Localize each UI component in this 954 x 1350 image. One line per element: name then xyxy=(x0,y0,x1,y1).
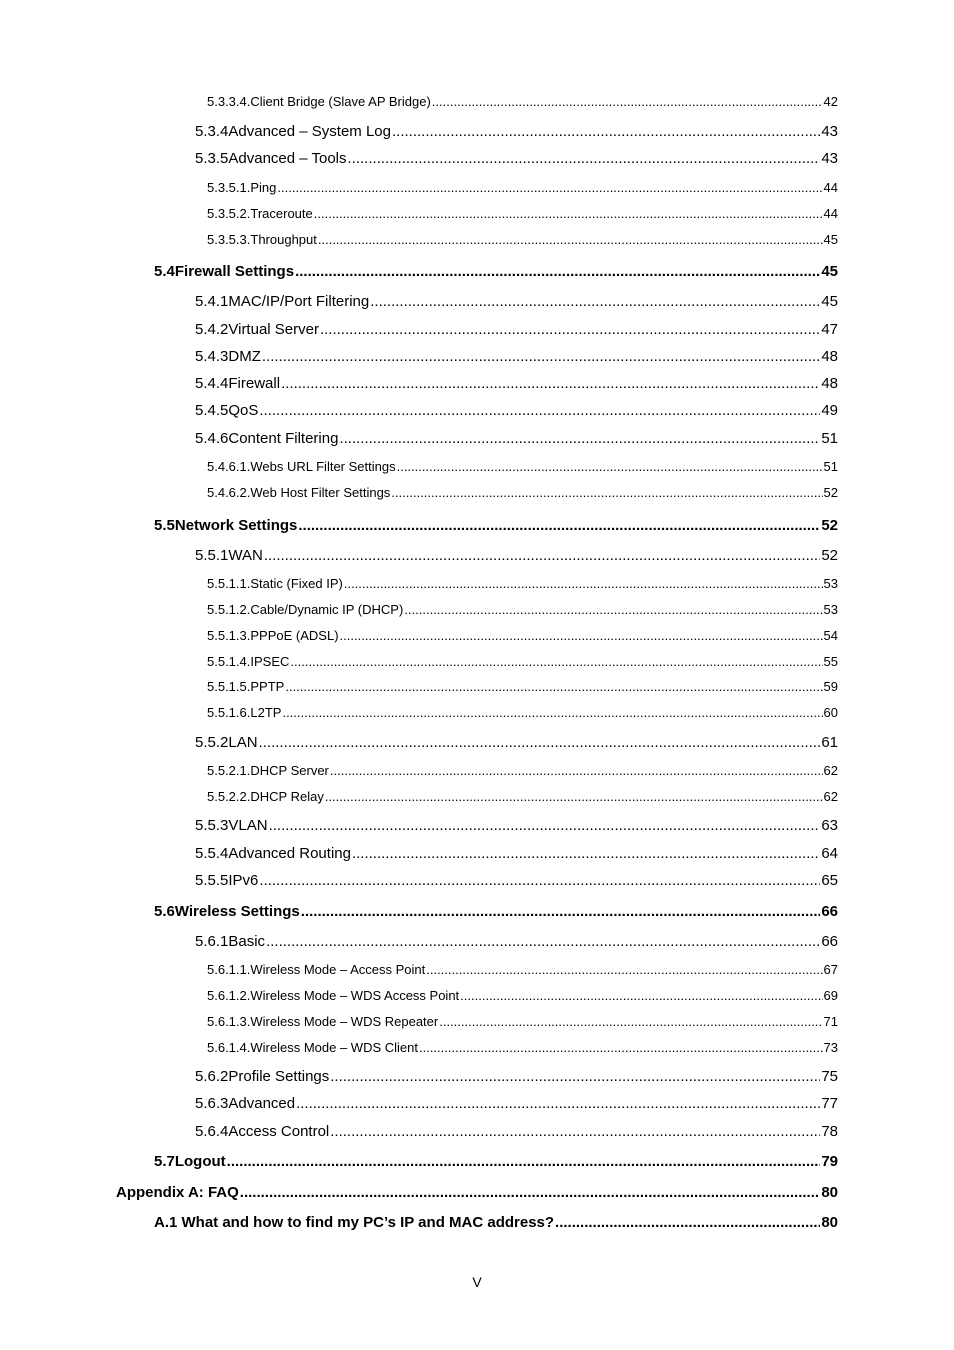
toc-entry[interactable] xyxy=(195,547,838,564)
dot-leader xyxy=(269,817,821,834)
toc-entry[interactable] xyxy=(207,180,838,195)
toc-entry-number: 5.5 xyxy=(154,517,175,534)
toc-entry-number: 5.5.2.2. xyxy=(207,789,251,804)
dot-leader xyxy=(264,547,820,564)
dot-leader xyxy=(432,94,823,109)
toc-entry-number: 5.4.5 xyxy=(195,402,229,419)
toc-entry-number: 5.6.3 xyxy=(195,1095,229,1112)
toc-entry-page: 71 xyxy=(823,1014,838,1029)
dot-leader xyxy=(348,150,821,167)
toc-entry-page: 43 xyxy=(821,123,838,140)
toc-entry-number: 5.5.2.1. xyxy=(207,763,251,778)
dot-leader xyxy=(320,321,820,338)
toc-entry-title: Firewall xyxy=(228,375,281,392)
dot-leader xyxy=(370,293,820,310)
toc-entry-title: Traceroute xyxy=(250,206,313,221)
toc-entry-title: DHCP Server xyxy=(250,763,329,778)
toc-entry[interactable] xyxy=(195,933,838,950)
toc-entry-title: VLAN xyxy=(228,817,268,834)
toc-entry-title: Throughput xyxy=(250,232,317,247)
toc-entry[interactable] xyxy=(207,679,838,694)
toc-entry[interactable] xyxy=(195,123,838,140)
toc-entry[interactable] xyxy=(207,576,838,591)
toc-entry-number: 5.5.1.3. xyxy=(207,628,251,643)
toc-entry-title: Basic xyxy=(228,933,266,950)
toc-entry-title: Virtual Server xyxy=(228,321,319,338)
toc-entry-page: 51 xyxy=(821,430,838,447)
dot-leader xyxy=(339,430,820,447)
toc-entry-page: 62 xyxy=(823,763,838,778)
toc-entry[interactable] xyxy=(207,459,838,474)
toc-entry-number: 5.3.5.2. xyxy=(207,206,251,221)
toc-entry-page: 49 xyxy=(821,402,838,419)
toc-entry[interactable] xyxy=(207,763,838,778)
dot-leader xyxy=(298,517,820,534)
toc-entry[interactable] xyxy=(207,789,838,804)
toc-entry-title: Logout xyxy=(174,1153,226,1170)
toc-entry-title: IPv6 xyxy=(228,872,259,889)
toc-entry-number: 5.3.4 xyxy=(195,123,229,140)
toc-entry-page: 44 xyxy=(823,180,838,195)
toc-entry-title: Advanced – System Log xyxy=(228,123,391,140)
toc-entry-page: 43 xyxy=(821,150,838,167)
toc-entry-page: 79 xyxy=(821,1153,838,1170)
toc-entry-page: 80 xyxy=(821,1184,838,1201)
toc-entry[interactable] xyxy=(195,348,838,365)
toc-entry-number: 5.3.5.1. xyxy=(207,180,251,195)
toc-entry-number: 5.6.1.1. xyxy=(207,962,251,977)
toc-entry-number: 5.3.5.3. xyxy=(207,232,251,247)
toc-entry-page: 64 xyxy=(821,845,838,862)
toc-entry-page: 75 xyxy=(821,1068,838,1085)
toc-entry-number: 5.5.1 xyxy=(195,547,229,564)
toc-entry-number: 5.6.2 xyxy=(195,1068,229,1085)
dot-leader xyxy=(282,705,822,720)
toc-entry-title: A.1 What and how to find my PC’s IP and MAC address? xyxy=(154,1214,555,1231)
toc-entry[interactable] xyxy=(207,232,838,247)
toc-entry-title: Access Control xyxy=(228,1123,330,1140)
toc-entry[interactable] xyxy=(207,654,838,669)
dot-leader xyxy=(285,679,822,694)
toc-entry-page: 80 xyxy=(821,1214,838,1231)
toc-entry-title: Wireless Mode – WDS Access Point xyxy=(250,988,460,1003)
dot-leader xyxy=(318,232,823,247)
toc-entry[interactable] xyxy=(207,485,838,500)
toc-entry-title: MAC/IP/Port Filtering xyxy=(228,293,370,310)
toc-entry-number: 5.4.6.1. xyxy=(207,459,251,474)
toc-entry[interactable] xyxy=(195,734,838,751)
toc-entry[interactable] xyxy=(195,293,838,310)
toc-entry-page: 77 xyxy=(821,1095,838,1112)
toc-entry[interactable] xyxy=(207,962,838,977)
toc-entry-number: 5.6.4 xyxy=(195,1123,229,1140)
toc-entry-title: DHCP Relay xyxy=(250,789,324,804)
toc-entry[interactable] xyxy=(195,1095,838,1112)
toc-entry-page: 52 xyxy=(821,517,838,534)
toc-entry-number: 5.4 xyxy=(154,263,175,280)
dot-leader xyxy=(330,1123,820,1140)
dot-leader xyxy=(240,1184,821,1201)
dot-leader xyxy=(296,1095,820,1112)
dot-leader xyxy=(259,402,820,419)
toc-entry[interactable] xyxy=(154,1214,838,1231)
dot-leader xyxy=(392,123,820,140)
toc-entry-title: IPSEC xyxy=(250,654,290,669)
toc-entry-title: L2TP xyxy=(250,705,282,720)
toc-entry-number: 5.4.6.2. xyxy=(207,485,251,500)
dot-leader xyxy=(227,1153,821,1170)
toc-entry[interactable] xyxy=(195,872,838,889)
toc-entry-title: Profile Settings xyxy=(228,1068,330,1085)
dot-leader xyxy=(262,348,820,365)
dot-leader xyxy=(352,845,820,862)
toc-entry-page: 78 xyxy=(821,1123,838,1140)
toc-entry-number: 5.5.1.6. xyxy=(207,705,251,720)
dot-leader xyxy=(330,1068,820,1085)
dot-leader xyxy=(290,654,822,669)
toc-entry-page: 52 xyxy=(821,547,838,564)
dot-leader xyxy=(391,485,822,500)
toc-entry[interactable] xyxy=(154,903,838,920)
toc-entry-page: 62 xyxy=(823,789,838,804)
toc-entry-number: 5.6.1.4. xyxy=(207,1040,251,1055)
toc-entry[interactable] xyxy=(207,988,838,1003)
dot-leader xyxy=(266,933,820,950)
toc-entry-page: 60 xyxy=(823,705,838,720)
toc-entry-title: Webs URL Filter Settings xyxy=(250,459,396,474)
dot-leader xyxy=(426,962,822,977)
dot-leader xyxy=(460,988,822,1003)
toc-entry-title: PPPoE (ADSL) xyxy=(250,628,339,643)
toc-entry-page: 42 xyxy=(823,94,838,109)
toc-entry-number: 5.3.5 xyxy=(195,150,229,167)
toc-entry-page: 61 xyxy=(821,734,838,751)
toc-entry-page: 45 xyxy=(821,263,838,280)
toc-entry-title: Web Host Filter Settings xyxy=(250,485,391,500)
toc-entry[interactable] xyxy=(154,263,838,280)
toc-entry-number: 5.5.4 xyxy=(195,845,229,862)
toc-entry-page: 48 xyxy=(821,348,838,365)
toc-entry-number: 5.5.5 xyxy=(195,872,229,889)
toc-entry-number: 5.3.3.4. xyxy=(207,94,251,109)
toc-entry-number: 5.6.1.2. xyxy=(207,988,251,1003)
toc-entry-title: Appendix A: FAQ xyxy=(116,1184,239,1201)
toc-entry-page: 55 xyxy=(823,654,838,669)
toc-entry-title: QoS xyxy=(228,402,259,419)
toc-entry-page: 45 xyxy=(821,293,838,310)
toc-entry-title: WAN xyxy=(228,547,263,564)
toc-entry[interactable] xyxy=(195,1068,838,1085)
toc-entry-title: Content Filtering xyxy=(228,430,339,447)
toc-entry[interactable] xyxy=(207,1014,838,1029)
toc-entry-title: Wireless Settings xyxy=(174,903,300,920)
dot-leader xyxy=(281,375,820,392)
toc-entry-page: 69 xyxy=(823,988,838,1003)
toc-entry-number: 5.5.2 xyxy=(195,734,229,751)
toc-entry-page: 63 xyxy=(821,817,838,834)
toc-entry-page: 54 xyxy=(823,628,838,643)
toc-entry-number: 5.4.2 xyxy=(195,321,229,338)
toc-entry-number: 5.5.1.1. xyxy=(207,576,251,591)
toc-entry-page: 73 xyxy=(823,1040,838,1055)
toc-entry[interactable] xyxy=(207,705,838,720)
toc-entry-title: Wireless Mode – WDS Repeater xyxy=(250,1014,439,1029)
toc-entry-number: 5.7 xyxy=(154,1153,175,1170)
toc-entry-title: Wireless Mode – Access Point xyxy=(250,962,426,977)
dot-leader xyxy=(295,263,820,280)
toc-entry[interactable] xyxy=(207,206,838,221)
toc-entry-title: Advanced Routing xyxy=(228,845,351,862)
toc-entry-number: 5.5.1.2. xyxy=(207,602,251,617)
dot-leader xyxy=(344,576,823,591)
toc-entry[interactable] xyxy=(154,1153,838,1170)
toc-entry-number: 5.5.1.5. xyxy=(207,679,251,694)
toc-entry-title: Advanced xyxy=(228,1095,296,1112)
toc-entry[interactable] xyxy=(195,817,838,834)
toc-entry[interactable] xyxy=(207,1040,838,1055)
dot-leader xyxy=(259,872,820,889)
toc-entry-page: 53 xyxy=(823,576,838,591)
toc-entry-title: DMZ xyxy=(228,348,261,365)
toc-entry-number: 5.5.1.4. xyxy=(207,654,251,669)
toc-entry-page: 47 xyxy=(821,321,838,338)
toc-entry-page: 66 xyxy=(821,933,838,950)
dot-leader xyxy=(259,734,821,751)
toc-entry-title: Network Settings xyxy=(174,517,298,534)
toc-entry-number: 5.6.1 xyxy=(195,933,229,950)
toc-entry[interactable] xyxy=(195,430,838,447)
toc-entry-number: 5.4.1 xyxy=(195,293,229,310)
dot-leader xyxy=(404,602,822,617)
toc-entry[interactable] xyxy=(195,845,838,862)
toc-entry-page: 67 xyxy=(823,962,838,977)
dot-leader xyxy=(314,206,823,221)
toc-entry-title: Cable/Dynamic IP (DHCP) xyxy=(250,602,404,617)
toc-entry[interactable] xyxy=(116,1184,838,1201)
toc-entry-number: 5.6.1.3. xyxy=(207,1014,251,1029)
toc-entry[interactable] xyxy=(207,628,838,643)
toc-entry[interactable] xyxy=(195,402,838,419)
toc-entry-title: Wireless Mode – WDS Client xyxy=(250,1040,418,1055)
toc-entry-page: 51 xyxy=(823,459,838,474)
toc-entry-page: 45 xyxy=(823,232,838,247)
dot-leader xyxy=(419,1040,823,1055)
toc-entry-title: Firewall Settings xyxy=(174,263,295,280)
dot-leader xyxy=(301,903,821,920)
dot-leader xyxy=(340,628,823,643)
toc-entry-number: 5.4.4 xyxy=(195,375,229,392)
toc-entry-page: 53 xyxy=(823,602,838,617)
toc-entry[interactable] xyxy=(195,150,838,167)
dot-leader xyxy=(330,763,823,778)
dot-leader xyxy=(397,459,823,474)
toc-entry-title: LAN xyxy=(228,734,258,751)
toc-entry-number: 5.4.6 xyxy=(195,430,229,447)
toc-entry-title: Client Bridge (Slave AP Bridge) xyxy=(250,94,431,109)
toc-entry[interactable] xyxy=(207,602,838,617)
toc-entry-page: 44 xyxy=(823,206,838,221)
page-number: V xyxy=(472,1274,482,1290)
toc-entry-number: 5.5.3 xyxy=(195,817,229,834)
toc-entry[interactable] xyxy=(207,94,838,109)
dot-leader xyxy=(439,1014,822,1029)
toc-entry-number: 5.6 xyxy=(154,903,175,920)
dot-leader xyxy=(277,180,822,195)
toc-entry-page: 65 xyxy=(821,872,838,889)
toc-entry-page: 59 xyxy=(823,679,838,694)
dot-leader xyxy=(325,789,823,804)
toc-entry-title: Advanced – Tools xyxy=(228,150,347,167)
toc-entry[interactable] xyxy=(195,1123,838,1140)
toc-entry-page: 66 xyxy=(821,903,838,920)
toc-entry[interactable] xyxy=(195,321,838,338)
toc-entry-page: 48 xyxy=(821,375,838,392)
toc-entry-page: 52 xyxy=(823,485,838,500)
toc-entry[interactable] xyxy=(154,517,838,534)
toc-entry-title: Static (Fixed IP) xyxy=(250,576,343,591)
toc-entry-title: PPTP xyxy=(250,679,285,694)
toc-entry[interactable] xyxy=(195,375,838,392)
toc-entry-title: Ping xyxy=(250,180,277,195)
toc-entry-number: 5.4.3 xyxy=(195,348,229,365)
dot-leader xyxy=(555,1214,820,1231)
